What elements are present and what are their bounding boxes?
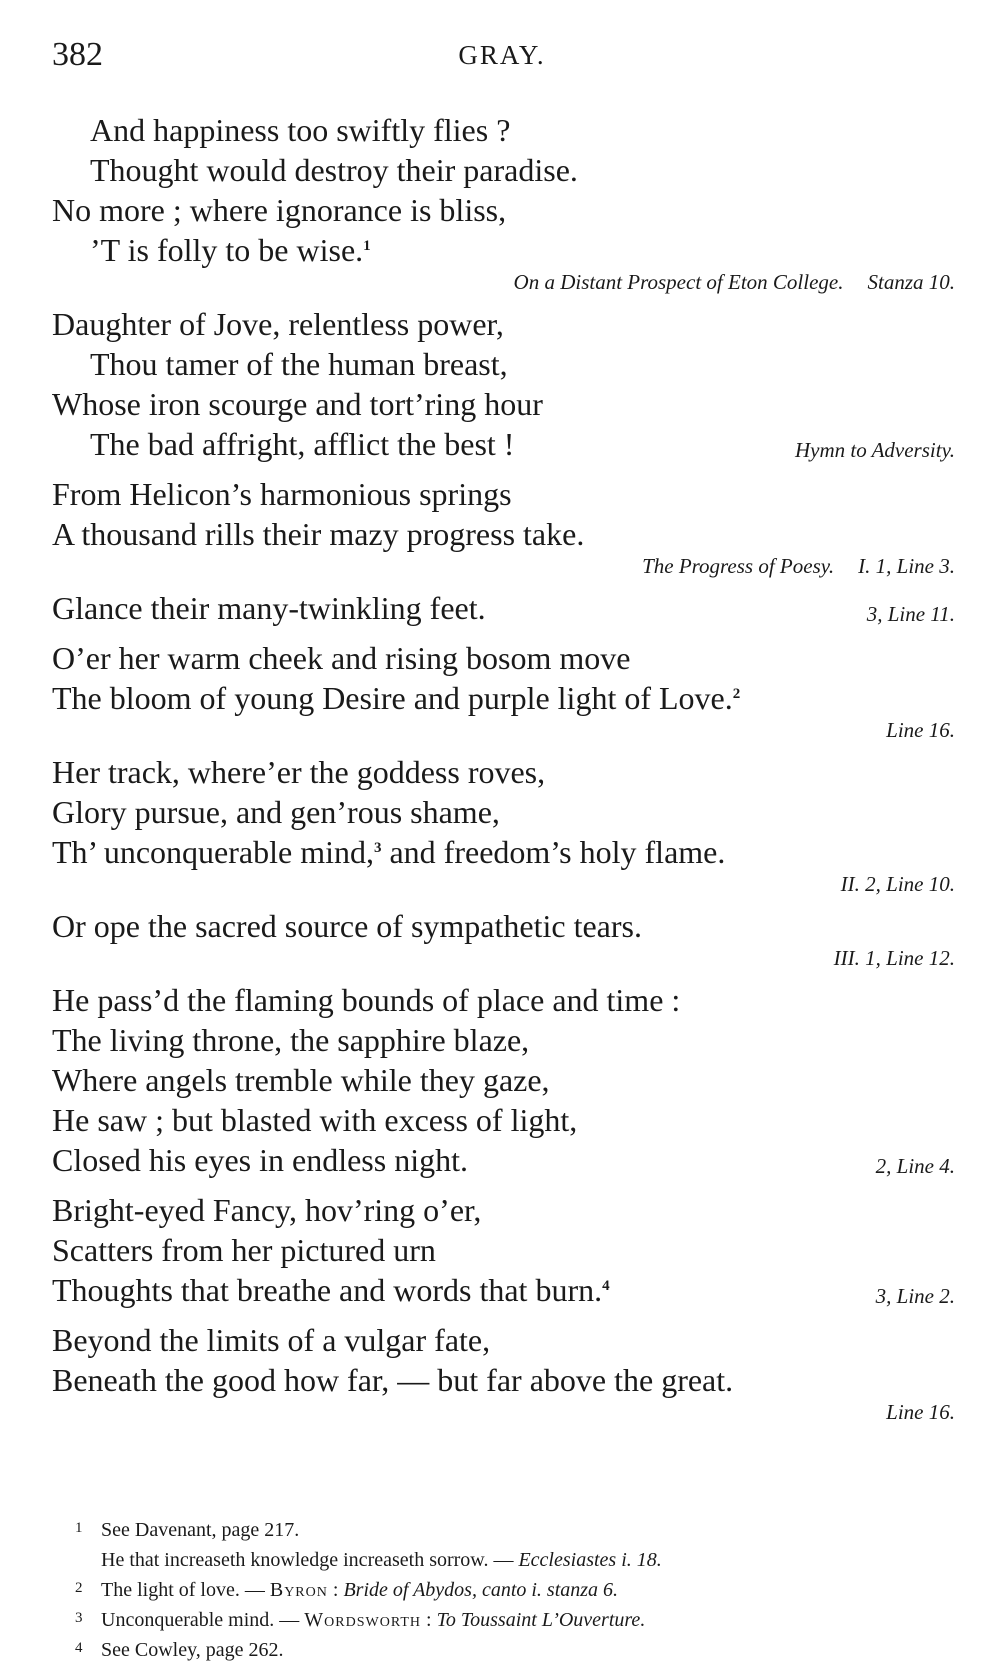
footnote-ref: 2 (732, 686, 741, 702)
quote-many-twinkling (52, 588, 957, 628)
poem-line: Daughter of Jove, relentless power, (52, 306, 504, 342)
poem-line: Th’ unconquerable mind,$^3$ and freedom’s holy flame. (52, 834, 726, 870)
quote-bloom-of-desire (52, 638, 957, 742)
citation: 3, Line 11. (866, 602, 955, 626)
poem-line: From Helicon’s harmonious springs (52, 476, 512, 512)
citation: Line 16. (886, 718, 955, 742)
poem-line: Where angels tremble while they gaze, (52, 1062, 550, 1098)
citation: The Progress of Poesy. I. 1, Line 3. (642, 554, 955, 578)
poem-line: ’T is folly to be wise.$^1$ (90, 232, 371, 268)
footnote-ref: 1 (363, 238, 371, 254)
footnote: He that increaseth knowledge increaseth sorrow. — Ecclesiastes i. 18. (101, 1549, 662, 1571)
poem-line: Bright-eyed Fancy, hov’ring o’er, (52, 1192, 482, 1228)
poem-line: He saw ; but blasted with excess of light, (52, 1102, 578, 1138)
poem-line: No more ; where ignorance is bliss, (52, 192, 507, 228)
poem-line: The bloom of young Desire and purple light of Love.$^2$ (52, 680, 741, 716)
footnote: 2 The light of love. — Byron : Bride of Abydos, canto i. stanza 6. (75, 1579, 619, 1601)
poem-line: O’er her warm cheek and rising bosom move (52, 640, 631, 676)
poem-line: Thought would destroy their paradise. (90, 152, 578, 188)
citation: On a Distant Prospect of Eton College. Stanza 10. (513, 270, 955, 294)
poem-line: Thoughts that breathe and words that burn.$^4$ (52, 1272, 610, 1308)
poem-line: Closed his eyes in endless night. (52, 1142, 468, 1178)
poem-line: The bad affright, afflict the best ! (90, 426, 515, 462)
citation: III. 1, Line 12. (833, 946, 955, 970)
quote-hymn-to-adversity (52, 304, 957, 464)
footnote: 4 See Cowley, page 262. (75, 1639, 284, 1661)
citation: Hymn to Adversity. (794, 438, 955, 462)
quote-flaming-bounds (52, 980, 957, 1180)
footnotes (75, 1515, 955, 1665)
poem-line: A thousand rills their mazy progress take. (52, 516, 585, 552)
poem-line: Beneath the good how far, — but far above the great. (52, 1362, 734, 1398)
poem-line: Glance their many-twinkling feet. (52, 590, 486, 626)
citation: II. 2, Line 10. (840, 872, 955, 896)
poem-line: And happiness too swiftly flies ? (90, 112, 511, 148)
quote-bright-eyed-fancy (52, 1190, 957, 1310)
poem-line: Or ope the sacred source of sympathetic tears. (52, 908, 642, 944)
poem-line: Whose iron scourge and tort’ring hour (52, 386, 543, 422)
quote-eton-college (52, 110, 957, 294)
poem-line: Thou tamer of the human breast, (90, 346, 508, 382)
poem-line: Her track, where’er the goddess roves, (52, 754, 546, 790)
poem-line: Glory pursue, and gen’rous shame, (52, 794, 500, 830)
footnote: 3 Unconquerable mind. — Wordsworth : To Toussaint L’Ouverture. (75, 1609, 646, 1631)
footnote: 1 See Davenant, page 217. (75, 1519, 300, 1541)
footnote-ref: 3 (373, 840, 382, 856)
quote-sympathetic-tears (52, 906, 957, 970)
quotation-body (52, 110, 957, 1434)
poem-line: The living throne, the sapphire blaze, (52, 1022, 530, 1058)
page-header (52, 36, 952, 86)
citation: 3, Line 2. (875, 1284, 955, 1308)
citation: Line 16. (886, 1400, 955, 1424)
quote-goddess-roves (52, 752, 957, 896)
footnote-ref: 4 (602, 1278, 610, 1294)
quote-progress-of-poesy (52, 474, 957, 578)
page-number: 382 (52, 36, 103, 73)
poem-line: Scatters from her pictured urn (52, 1232, 436, 1268)
quote-vulgar-fate (52, 1320, 957, 1424)
running-head: GRAY. (458, 40, 546, 70)
citation: 2, Line 4. (875, 1154, 955, 1178)
poem-line: He pass’d the flaming bounds of place and time : (52, 982, 681, 1018)
poem-line: Beyond the limits of a vulgar fate, (52, 1322, 491, 1358)
